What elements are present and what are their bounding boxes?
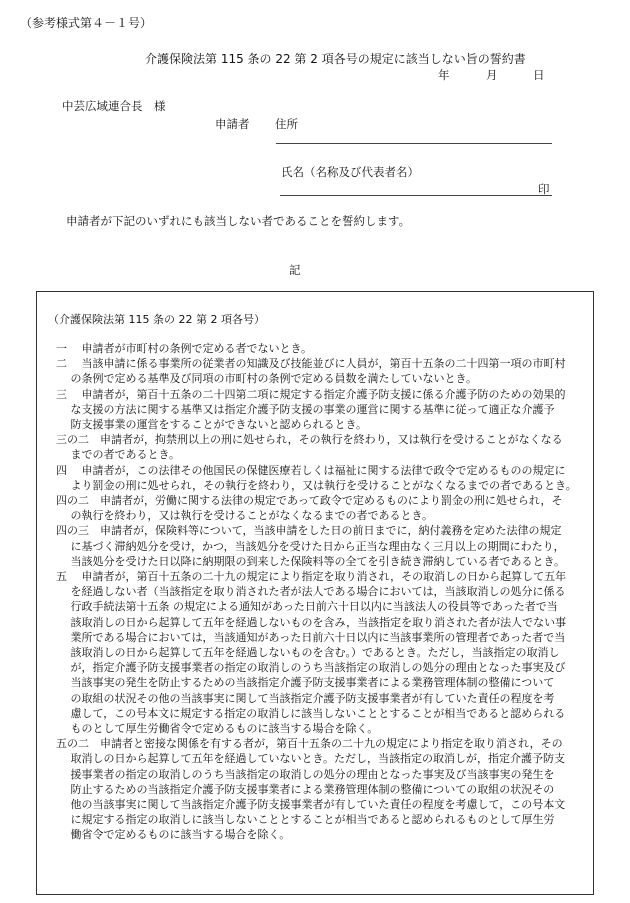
provision-line: 他の当該事実に関して当該指定介護予防支援事業者が有していた責任の程度を考慮して，この号本文 (56, 798, 566, 811)
date-year: 年 (438, 68, 450, 82)
provision-line: までの者であるとき。 (56, 448, 181, 462)
date-day: 日 (533, 68, 545, 82)
provision-line: の取組の状況その他の当該事実に関して当該指定介護予防支援事業者が有していた責任の程度を考 (56, 691, 555, 705)
addressee: 中芸広域連合長 様 (62, 99, 166, 113)
provision-line: 該取消しの日から起算して五年を経過しないものを含み，当該指定を取り消された者が法人でない事 (56, 615, 567, 629)
provision-line: 五の二 申請者と密接な関係を有する者が，第百十五条の二十九の規定により指定を取り消され，その (56, 737, 563, 751)
provision-line: に基づく滞納処分を受け，かつ，当該処分を受けた日から正当な理由なく三月以上の期間にわたり， (56, 539, 565, 553)
ki-heading: 記 (289, 263, 301, 277)
provision-line: 該取消しの日から起算して五年を経過しないものを含む。）であるとき。ただし，当該指定の取消し (56, 646, 560, 659)
provision-line: 取消しの日から起算して五年を経過していないとき。ただし，当該指定の取消しが，指定介護予防支 (56, 752, 566, 766)
provision-line: 業所である場合においては，当該通知があった日前六十日以内に当該事業所の管理者であった者で当 (56, 630, 566, 644)
provision-line: 一 申請者が市町村の条例で定める者でないとき。 (56, 342, 313, 355)
form-reference: （参考様式第４－１号） (20, 16, 153, 30)
provision-line: の執行を終わり，又は執行を受けることがなくなるまでの者であるとき。 (56, 509, 434, 523)
provision-line: より罰金の刑に処せられ，その執行を終わり，又は執行を受けることがなくなるまでの者であるとき。 (56, 478, 577, 492)
provision-line: の条例で定める基準及び同項の市町村の条例で定める員数を満たしていないとき。 (56, 372, 478, 386)
applicant-label: 申請者 (215, 117, 250, 131)
provision-line: を経過しない者（当該指定を取り消された者が法人である場合においては，当該取消しの処分に係る (56, 585, 566, 599)
provision-line: ものとして厚生労働省令で定めるものに該当する場合を除く。 (56, 722, 379, 735)
provision-line: が，指定介護予防支援事業者の指定の取消しのうち当該指定の取消しの処分の理由となった事実及び (56, 661, 566, 675)
provision-line: 当該処分を受けた日以降に納期限の到来した保険料等の全てを引き続き滞納している者であるとき。 (56, 554, 566, 568)
box-header: （介護保険法第 115 条の 22 第 2 項各号） (48, 313, 265, 326)
provision-line: 当該事実の発生を防止するための当該指定介護予防支援事業者による業務管理体制の整備について (56, 676, 555, 690)
provision-line: 援事業者の指定の取消しのうち当該指定の取消しの処分の理由となった事実及び当該事実の発生を (56, 767, 555, 781)
document-title: 介護保険法第 115 条の 22 第 2 項各号の規定に該当しない旨の誓約書 (145, 52, 526, 66)
provision-line: に規定する指定の取消しに該当しないこととすることが相当であると認められるものとして厚生労 (56, 813, 555, 827)
name-label: 氏名（名称及び代表者名） (281, 165, 419, 179)
provision-line: 五 申請者が，第百十五条の二十九の規定により指定を取り消され，その取消しの日から起算して五年 (56, 570, 567, 583)
provision-line: 防止するための当該指定介護予防支援事業者による業務管理体制の整備についての取組の状況その (56, 782, 555, 796)
provision-line: 三 申請者が，第百十五条の二十四第二項に規定する指定介護予防支援に係る介護予防のための効果的 (56, 387, 566, 401)
address-label: 住所 (275, 117, 298, 131)
provision-line: 行政手続法第十五条 の規定による通知があった日前六十日以内に当該法人の役員等であった者で当 (56, 600, 558, 614)
provision-line: 慮して，この号本文に規定する指定の取消しに該当しないこととすることが相当であると認められる (56, 706, 566, 720)
provision-line: 働省令で定めるものに該当する場合を除く。 (56, 828, 291, 842)
provision-line: 四 申請者が，この法律その他国民の保健医療若しくは福祉に関する法律で政令で定めるものの規定に (56, 463, 566, 477)
pledge-text: 申請者が下記のいずれにも該当しない者であることを誓約します。 (66, 214, 411, 228)
provision-line: 二 当該申請に係る事業所の従業者の知識及び技能並びに人員が，第百十五条の二十四第一項の市町村 (56, 357, 566, 371)
provision-line: 三の二 申請者が，拘禁刑以上の刑に処せられ，その執行を終わり，又は執行を受けることがなくなる (56, 433, 563, 447)
seal-label: 印 (538, 182, 550, 196)
provision-line: な支援の方法に関する基準又は指定介護予防支援の事業の運営に関する基準に従って適正な介護予 (56, 402, 555, 416)
date-month: 月 (486, 68, 498, 82)
provision-line: 四の二 申請者が，労働に関する法律の規定であって政令で定めるものにより罰金の刑に処せられ，そ (56, 494, 563, 507)
provision-line: 防支援事業の運営をすることができないと認められるとき。 (56, 418, 368, 431)
name-line (280, 195, 552, 196)
provision-line: 四の三 申請者が，保険料等について，当該申請をした日の前日までに，納付義務を定めた法律の規定 (56, 524, 562, 538)
address-line (276, 143, 552, 144)
